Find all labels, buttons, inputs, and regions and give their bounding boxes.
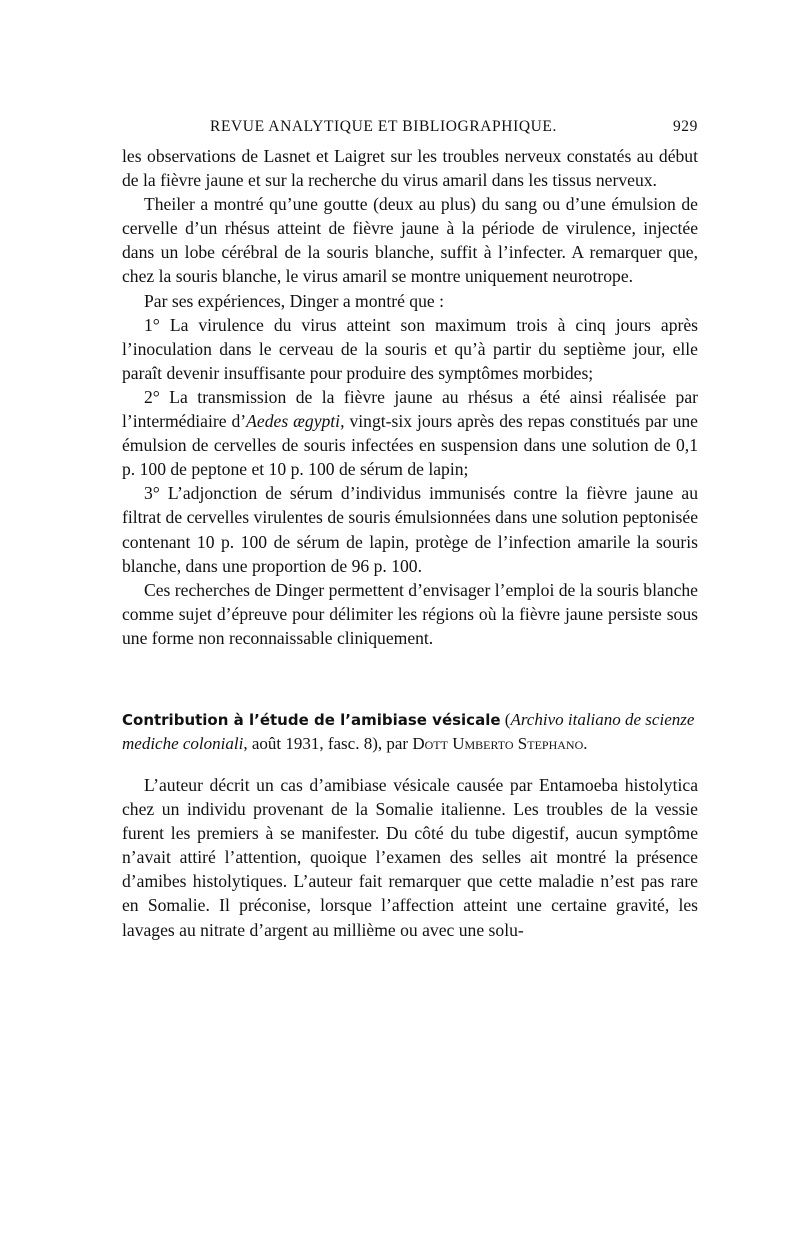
paragraph-point-3: 3° L’adjonction de sérum d’individus immunisés contre la fièvre jaune au filtrat de cervelles virulentes de souris émulsionnées dans une solution peptonisée contenant 10 p. 100 de sérum de lapin, protège de l’infection amarile la souris blanche, dans une proportion de 96 p. 100. (122, 483, 698, 576)
point-2-text-start: 2° La transmission de la fièvre jaune au rhésus a été ainsi réalisée par l’intermédiaire d’ (122, 386, 698, 432)
paragraph-point-1: 1° La virulence du virus atteint son maximum trois à cinq jours après l’inoculation dans le cerveau de la souris et qu’à partir du septième jour, elle paraît devenir insuffisante pour produire des symptômes morbides; (122, 314, 698, 383)
point-2-text-end: vingt-six jours après des repas constitués par une émulsion de cervelles de souris infectées en suspension dans une solution de 0,1 p. 100 de peptone et 10 p. 100 de sérum de lapin; (122, 411, 698, 480)
article-body: L’auteur décrit un cas d’amibiase vésicale causée par Entamoeba histolytica chez un individu provenant de la Somalie italienne. Les troubles de la vessie furent les premiers à se manifester. Du côté du tube digestif, aucun symptôme n’avait attiré l’attention, quoique l’examen des selles ait montré la présence d’amibes histolytiques. L’auteur fait remarquer que cette maladie n’est pas rare en Somalie. Il préconise, lorsque l’affection atteint une certaine gravité, les lavages au nitrate d’argent au millième ou avec une solu- (122, 774, 698, 940)
paragraph-dinger-intro: Par ses expériences, Dinger a montré que : (144, 290, 444, 311)
paragraph-theiler: Theiler a montré qu’une goutte (deux au plus) du sang ou d’une émulsion de cervelle d’un rhésus atteint de fièvre jaune à la période de virulence, injectée dans un lobe cérébral de la souris blanche, suffit à l’infecter. A remarquer que, chez la souris blanche, le virus amaril se montre uniquement neurotrope. (122, 194, 698, 287)
article-title: Contribution à l’étude de l’amibiase vésicale (122, 710, 501, 729)
paragraph-continuation: les observations de Lasnet et Laigret sur les troubles nerveux constatés au début de la fièvre jaune et sur la recherche du virus amaril dans les tissus nerveux. (122, 146, 698, 191)
paragraph-point-2 (122, 385, 698, 481)
page-number: 929 (672, 118, 698, 135)
article-date: , août 1931, fasc. 8), par (243, 734, 413, 754)
section-separator (122, 650, 698, 708)
article-author: Dott Umberto Stephano. (412, 734, 588, 754)
heading-spacer (122, 757, 698, 773)
running-title: REVUE ANALYTIQUE ET BIBLIOGRAPHIQUE. (210, 118, 557, 135)
species-name: Aedes ægypti, (246, 411, 345, 432)
running-head (122, 118, 698, 144)
paren-open: ( (500, 709, 511, 729)
article-heading (122, 708, 698, 757)
paragraph-conclusion: Ces recherches de Dinger permettent d’envisager l’emploi de la souris blanche comme sujet d’épreuve pour délimiter les régions où la fièvre jaune persiste sous une forme non reconnaissable cliniquement. (122, 579, 698, 648)
article-source: Archivo italiano de scienze mediche coloniali (122, 709, 695, 754)
journal-page (122, 118, 698, 942)
